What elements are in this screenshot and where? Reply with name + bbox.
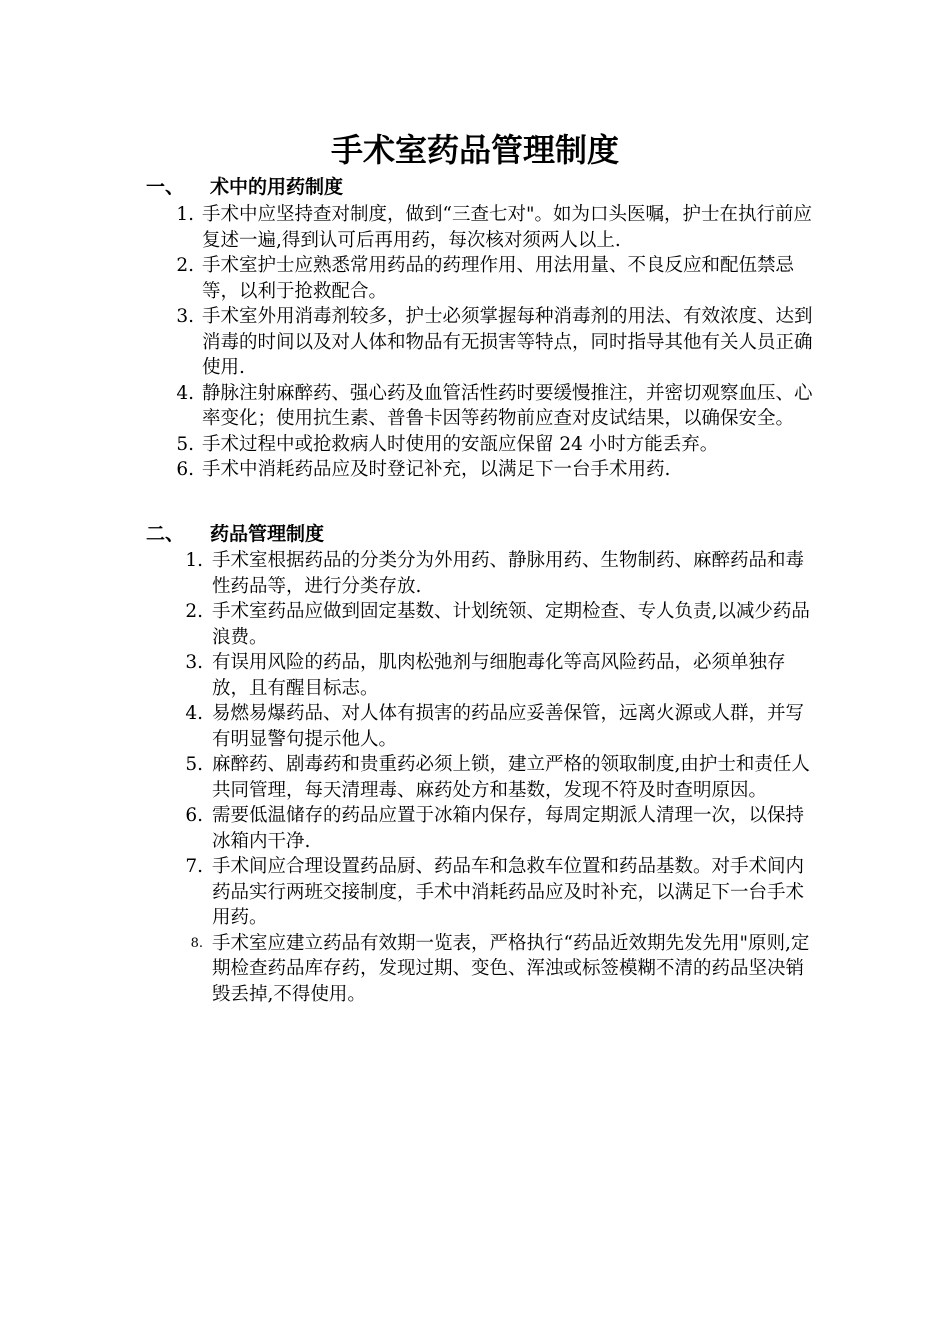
item-text: 麻醉药、剧毒药和贵重药必须上锁，建立严格的领取制度,由护士和责任人共同管理，每天清理毒、麻药处方和基数，发现不符及时查明原因。 (212, 754, 810, 801)
section-number: 一、 (146, 176, 185, 198)
list-item (185, 803, 820, 854)
item-text: 手术室药品应做到固定基数、计划统领、定期检查、专人负责,以减少药品浪费。 (212, 601, 810, 648)
item-text: 手术室外用消毒剂较多，护士必须掌握每种消毒剂的用法、有效浓度、达到消毒的时间以及对人体和物品有无损害等特点，同时指导其他有关人员正确使用. (202, 306, 813, 378)
item-number: 8. (190, 935, 203, 951)
item-number: 4. (176, 382, 194, 404)
item-number: 2. (185, 601, 203, 622)
item-number: 1. (176, 204, 194, 225)
list-item (176, 457, 814, 483)
item-text: 手术室根据药品的分类分为外用药、静脉用药、生物制药、麻醉药品和毒性药品等，进行分类存放. (212, 550, 805, 597)
item-number: 5. (185, 754, 203, 775)
list-item (190, 931, 820, 1008)
item-number: 3. (185, 652, 203, 673)
item-number: 4. (185, 703, 203, 724)
list-item (176, 253, 814, 304)
list-item (176, 304, 814, 381)
item-number: 2. (176, 255, 194, 276)
item-number: 6. (185, 805, 203, 826)
item-number: 1. (185, 550, 203, 571)
section-title: 术中的用药制度 (210, 176, 344, 198)
item-number: 5. (176, 433, 194, 455)
item-text: 需要低温储存的药品应置于冰箱内保存，每周定期派人清理一次，以保持冰箱内干净. (212, 805, 805, 852)
list-item (185, 752, 820, 803)
item-text: 易燃易爆药品、对人体有损害的药品应妥善保管，远离火源或人群，并写有明显警句提示他人。 (212, 703, 805, 750)
list-item (185, 701, 820, 752)
section-heading-2 (146, 521, 324, 547)
section-title: 药品管理制度 (210, 523, 325, 545)
section-heading-1 (146, 174, 343, 200)
page-title: 手术室药品管理制度 (330, 131, 619, 169)
item-text: 静脉注射麻醉药、强心药及血管活性药时要缓慢推注，并密切观察血压、心率变化；使用抗生素、普鲁卡因等药物前应查对皮试结果，以确保安全。 (202, 382, 813, 429)
drug-management-rules-list (185, 548, 820, 1007)
item-text: 手术中消耗药品应及时登记补充，以满足下一台手术用药. (202, 459, 671, 480)
list-item (185, 599, 820, 650)
drug-use-rules-list (176, 202, 814, 483)
list-item (185, 548, 820, 599)
item-text: 有误用风险的药品，肌肉松弛剂与细胞毒化等高风险药品，必须单独存放，且有醒目标志。 (212, 652, 786, 699)
section-number: 二、 (146, 523, 185, 545)
list-item (185, 854, 820, 931)
item-text: 手术室护士应熟悉常用药品的药理作用、用法用量、不良反应和配伍禁忌等，以利于抢救配合。 (202, 255, 795, 302)
item-text: 手术过程中或抢救病人时使用的安瓿应保留 24 小时方能丢弃。 (202, 433, 719, 455)
list-item (176, 432, 814, 458)
item-text: 手术中应坚持查对制度，做到“三查七对"。如为口头医嘱，护士在执行前应复述一遍,得到认可后再用药，每次核对须两人以上. (202, 204, 812, 251)
list-item (176, 381, 814, 432)
item-number: 7. (185, 856, 203, 877)
item-text: 手术间应合理设置药品厨、药品车和急救车位置和药品基数。对手术间内药品实行两班交接制度，手术中消耗药品应及时补充，以满足下一台手术用药。 (212, 856, 805, 928)
item-text: 手术室应建立药品有效期一览表，严格执行“药品近效期先发先用"原则,定期检查药品库存药，发现过期、变色、浑浊或标签模糊不清的药品坚决销毁丢掉,不得使用。 (212, 932, 810, 1005)
list-item (185, 650, 820, 701)
list-item (176, 202, 814, 253)
item-number: 6. (176, 459, 194, 480)
item-number: 3. (176, 306, 194, 327)
